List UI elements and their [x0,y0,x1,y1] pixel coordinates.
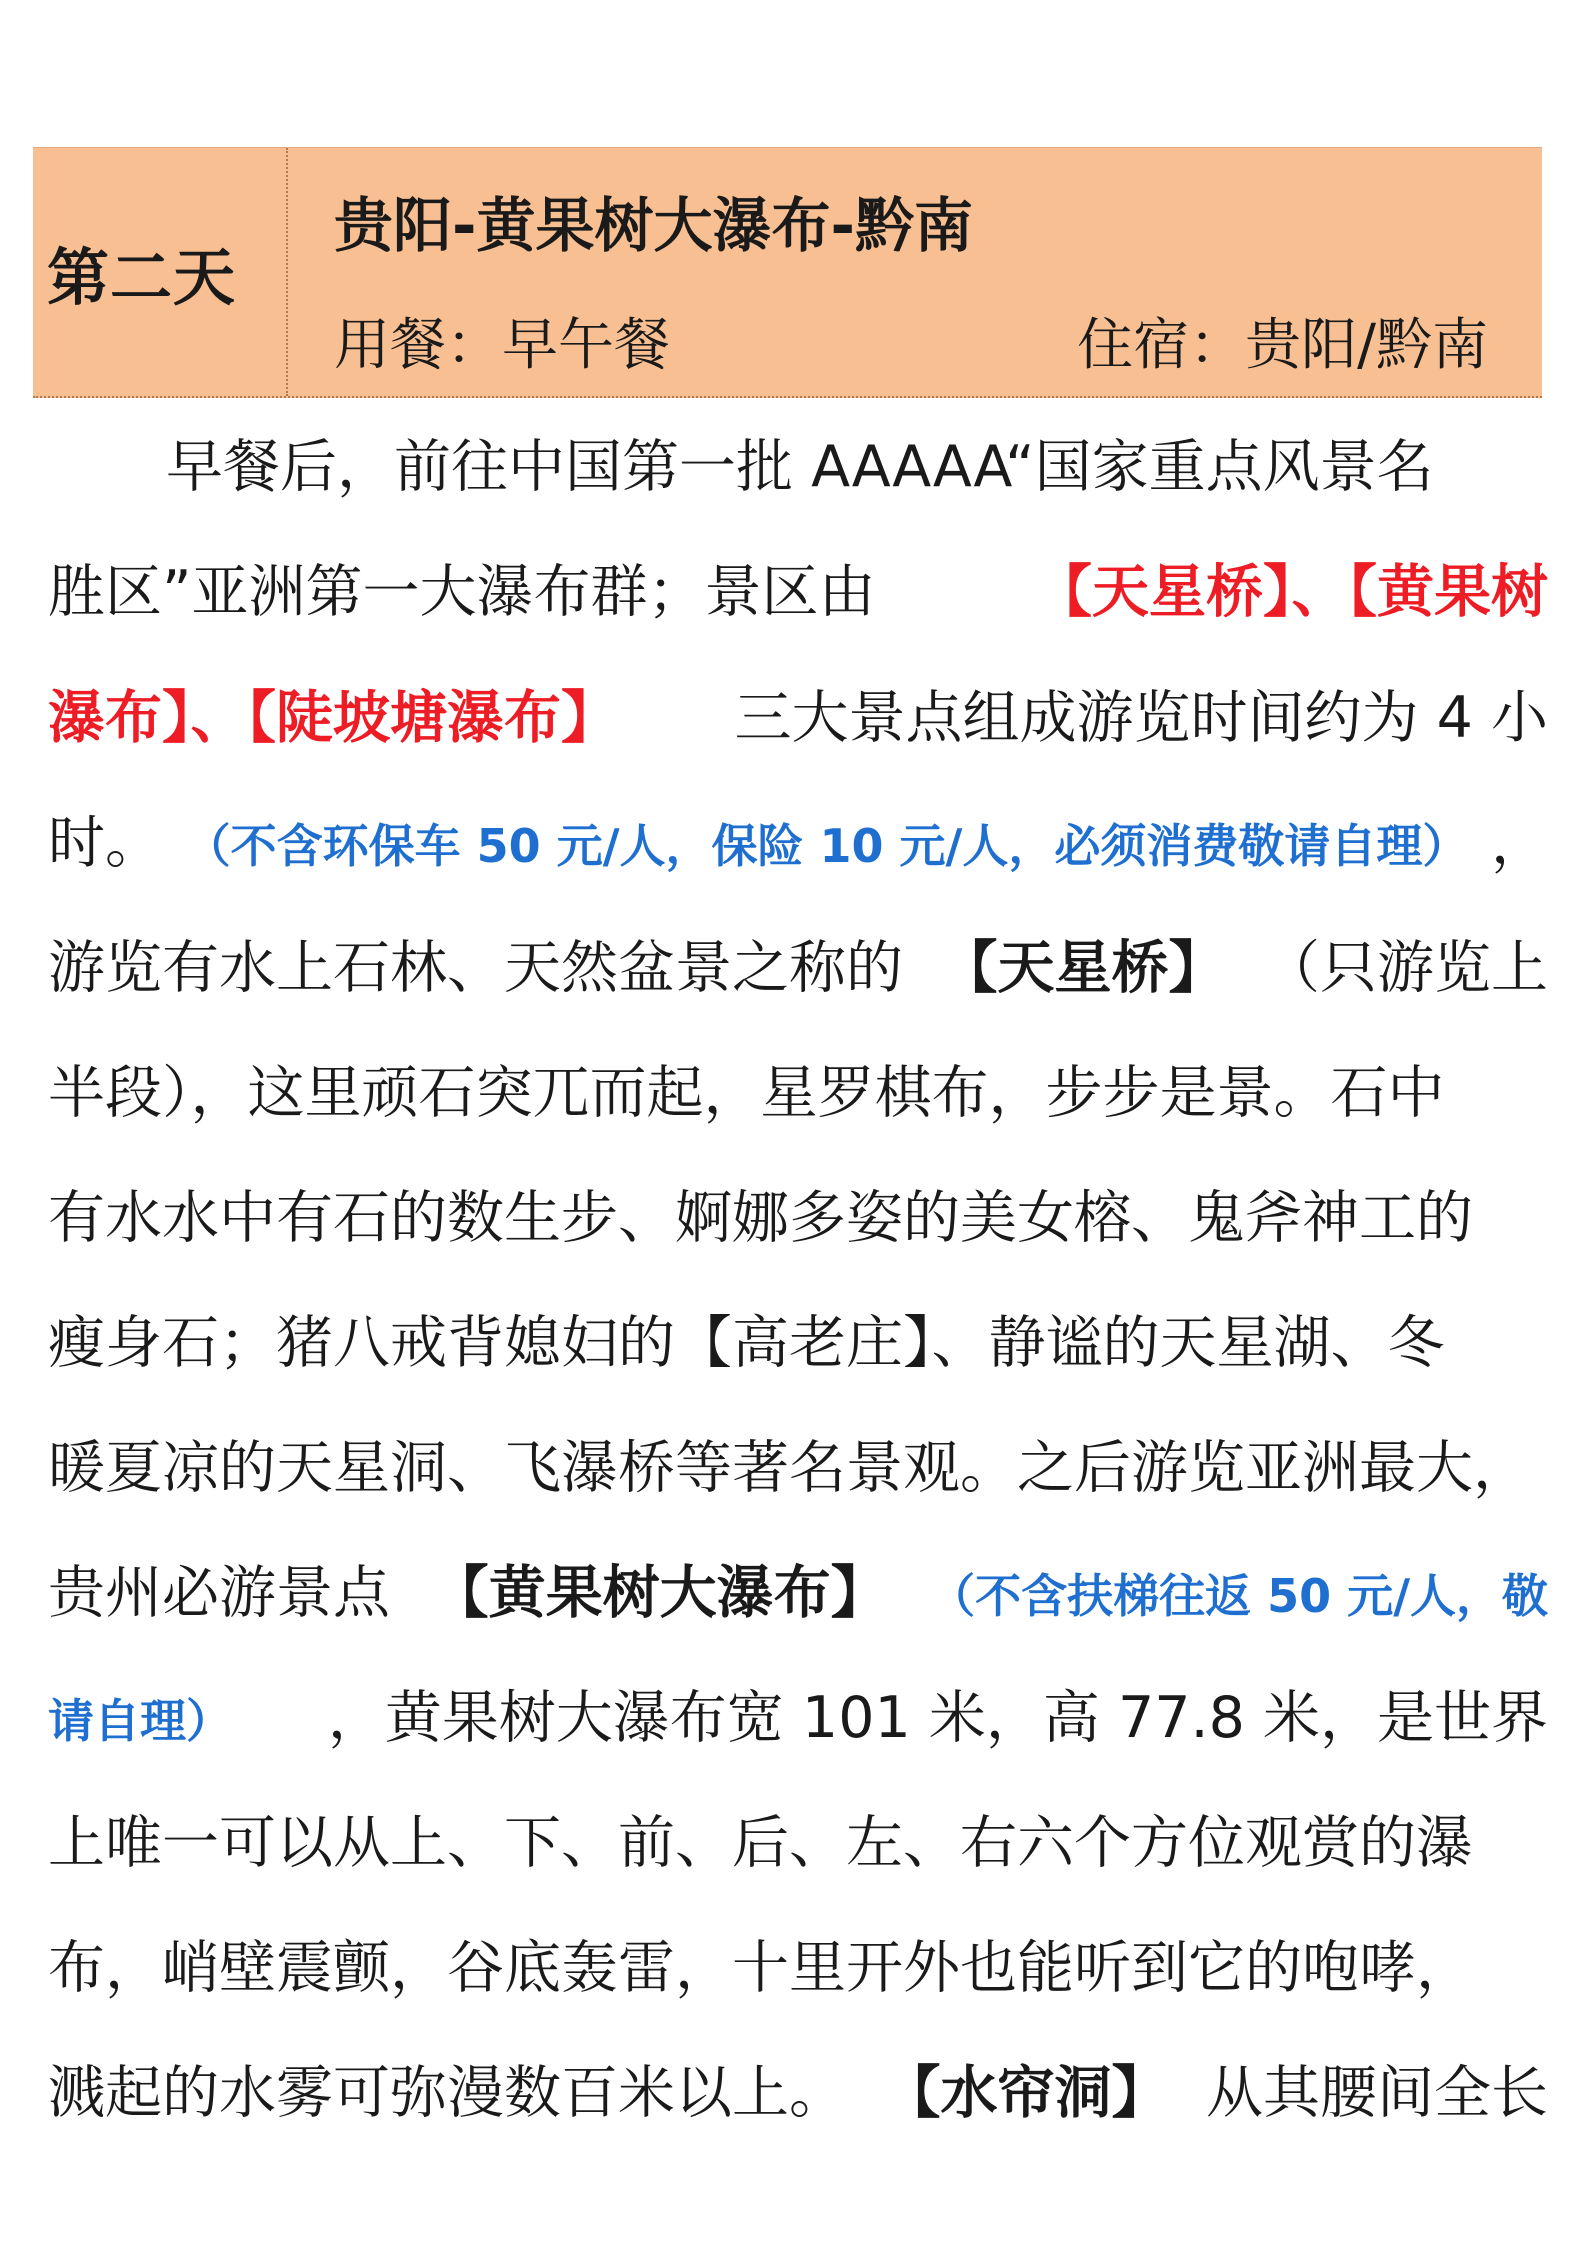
text-segment: ， [1491,810,1548,876]
text-segment: 早餐后，前往中国第一批 AAAAA“国家重点风景名 [166,434,1434,500]
text-segment: 上唯一可以从上、下、前、后、左、右六个方位观赏的瀑 [48,1810,1473,1876]
text-segment: （只游览上 [1263,935,1548,1001]
lodging-info: 住宿：贵阳/黔南 [1077,313,1488,378]
meals-info: 用餐：早午餐 [334,313,670,378]
body-line-12 [48,1808,1548,1878]
attraction-name: 【天星桥】 [940,935,1226,1001]
body-line-10 [48,1558,1548,1628]
text-segment: 贵州必游景点 [48,1560,390,1626]
highlight-attraction: 【天星桥】、【黄果树 [1035,559,1548,625]
day-label: 第二天 [47,240,237,314]
body-line-14 [48,2058,1548,2128]
text-segment: 游览有水上石林、天然盆景之称的 [48,935,903,1001]
attraction-name: 【黄果树大瀑布】 [431,1560,888,1626]
text-segment: 半段），这里顽石突兀而起，星罗棋布，步步是景。石中 [48,1060,1445,1126]
body-line-9 [48,1433,1548,1503]
body-line-1 [166,432,1548,502]
body-line-7 [48,1183,1548,1253]
text-segment: 时。 [48,810,162,876]
fee-note: 请自理） [48,1694,232,1748]
body-line-13 [48,1933,1548,2003]
text-segment: 溅起的水雾可弥漫数百米以上。 [48,2060,846,2126]
body-line-4 [48,808,1548,878]
day-header-table [33,147,1542,398]
text-segment: 暖夏凉的天星洞、飞瀑桥等著名景观。之后游览亚洲最大， [48,1435,1530,1501]
fee-note: （不含扶梯往返 50 元/人，敬 [929,1569,1548,1623]
text-segment: 胜区”亚洲第一大瀑布群；景区由 [48,559,876,625]
route-cell [288,148,1542,396]
highlight-attraction: 瀑布】、【陡坡塘瀑布】 [48,685,618,751]
body-line-5 [48,933,1548,1003]
text-segment: 三大景点组成游览时间约为 4 小 [734,685,1548,751]
text-segment: 布，峭壁震颤，谷底轰雷，十里开外也能听到它的咆哮， [48,1935,1473,2001]
attraction-name: 【水帘洞】 [883,2060,1169,2126]
text-segment: ，黄果树大瀑布宽 101 米，高 77.8 米，是世界 [327,1685,1548,1751]
body-line-11 [48,1683,1548,1753]
body-line-8 [48,1308,1548,1378]
fee-note: （不含环保车 50 元/人，保险 10 元/人，必须消费敬请自理） [184,819,1469,873]
body-line-2 [48,557,1548,627]
route-title: 贵阳-黄果树大瀑布-黔南 [334,191,973,260]
text-segment: 有水水中有石的数生步、婀娜多姿的美女榕、鬼斧神工的 [48,1185,1473,1251]
text-segment: 瘦身石；猪八戒背媳妇的【高老庄】、静谧的天星湖、冬 [48,1310,1445,1376]
day-cell [33,148,288,396]
body-line-3 [48,683,1548,753]
body-line-6 [48,1058,1548,1128]
text-segment: 从其腰间全长 [1206,2060,1548,2126]
